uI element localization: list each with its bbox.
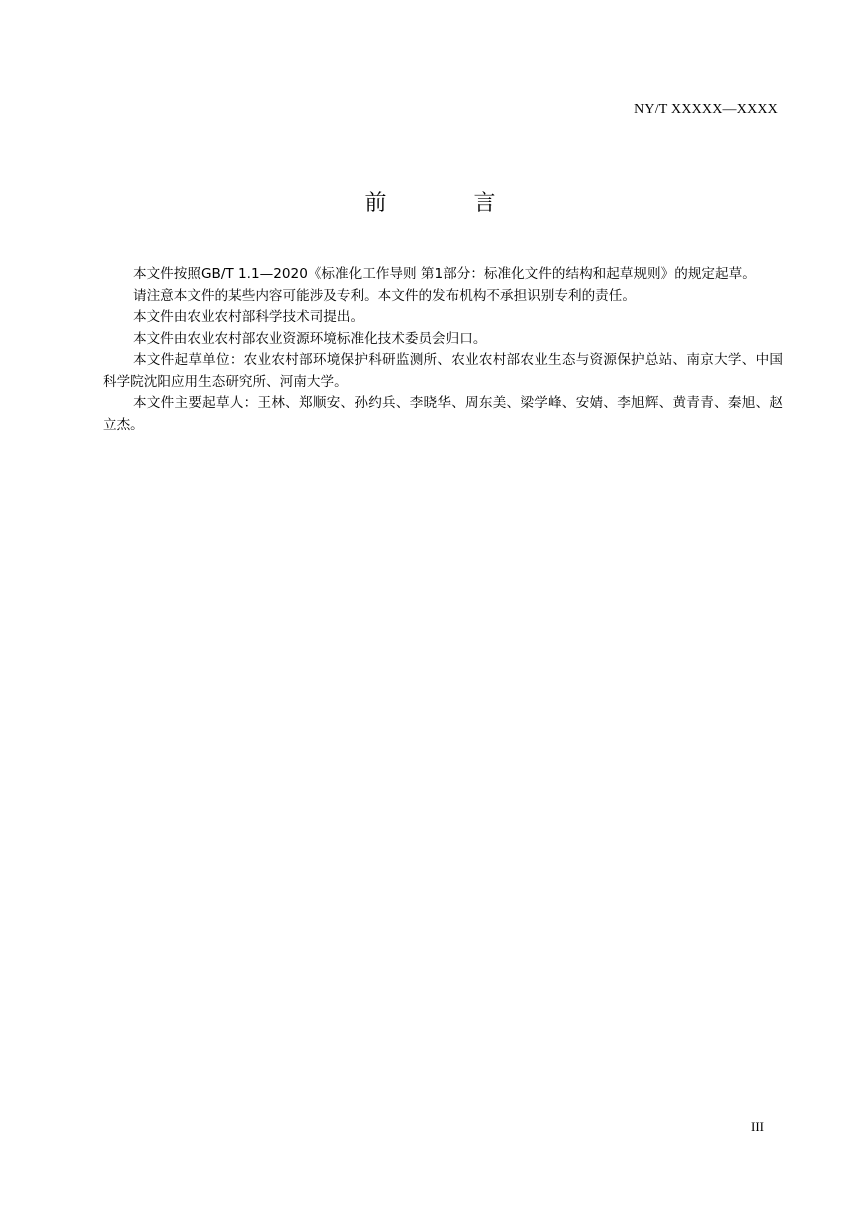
- preface-body: [103, 264, 783, 436]
- paragraph-technical-committee: 本文件由农业农村部农业资源环境标准化技术委员会归口。: [133, 330, 487, 347]
- paragraph-drafting-rules: 本文件按照GB/T 1.1—2020《标准化工作导则 第1部分：标准化文件的结构和起草规则》的规定起草。: [133, 266, 756, 282]
- page-number: III: [751, 1119, 764, 1134]
- paragraph-proposer: 本文件由农业农村部科学技术司提出。: [133, 309, 365, 325]
- paragraph-drafting-units: 本文件起草单位：农业农村部环境保护科研监测所、农业农村部农业生态与资源保护总站、南京大学、中国科学院沈阳应用生态研究所、河南大学。: [103, 352, 783, 390]
- section-title: 前 言: [364, 191, 536, 216]
- paragraph-patent-notice: 请注意本文件的某些内容可能涉及专利。本文件的发布机构不承担识别专利的责任。: [133, 287, 636, 304]
- standard-number: NY/T XXXXX—XXXX: [634, 102, 778, 117]
- paragraph-drafters: 本文件主要起草人：王林、郑顺安、孙约兵、李晓华、周东美、梁学峰、安婧、李旭辉、黄青青、秦旭、赵立杰。: [103, 395, 783, 433]
